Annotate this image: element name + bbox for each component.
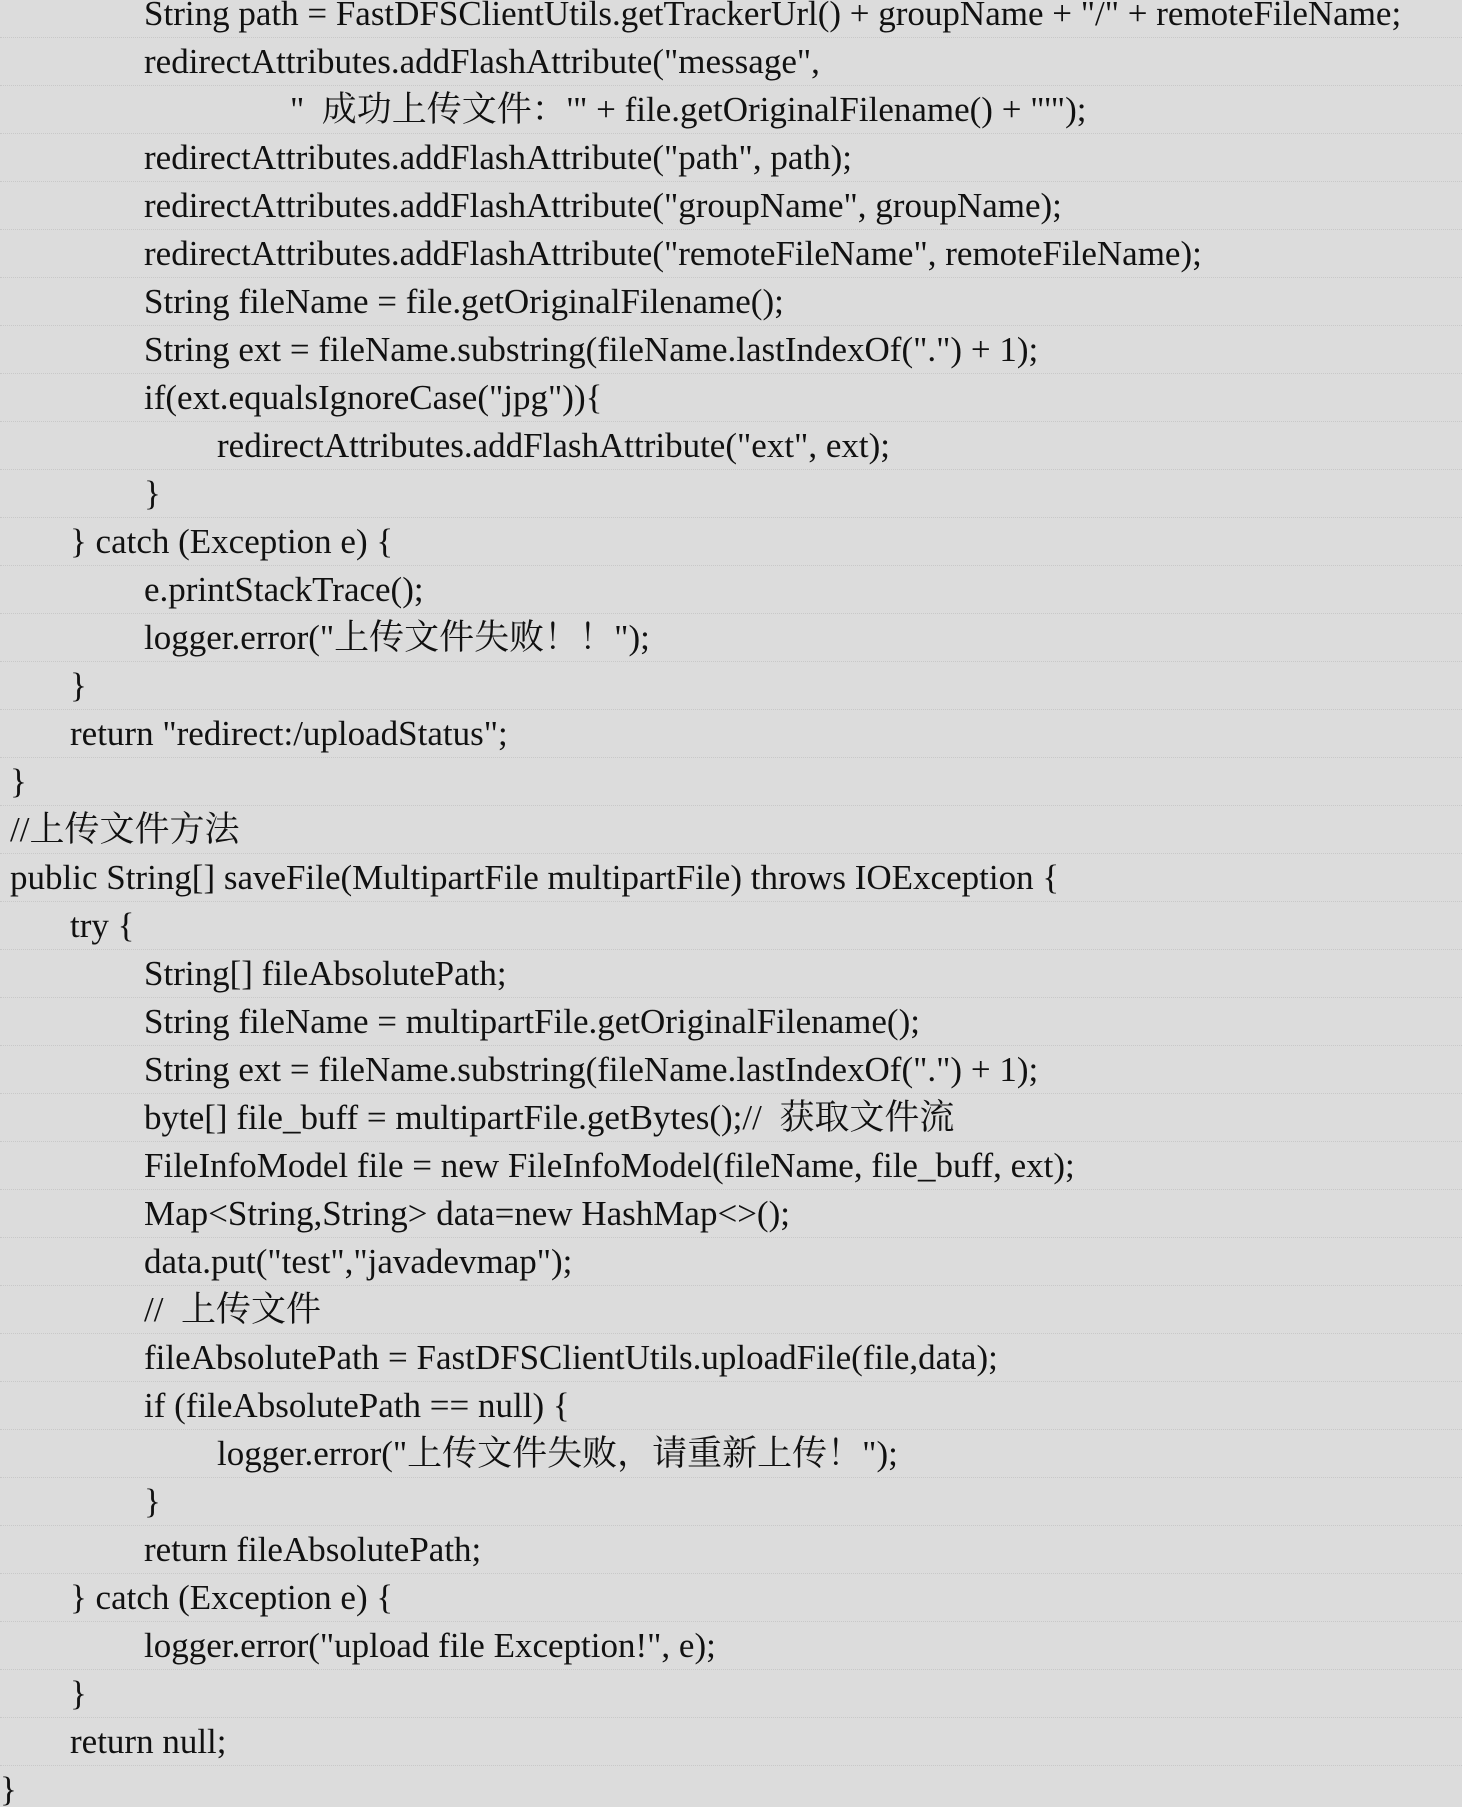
code-line xyxy=(0,1382,1462,1430)
code-line xyxy=(0,1046,1462,1094)
code-line-text: try { xyxy=(70,906,135,945)
code-line xyxy=(0,134,1462,182)
code-line-text: logger.error("upload file Exception!", e); xyxy=(144,1626,716,1665)
code-line xyxy=(0,1142,1462,1190)
code-line-text: redirectAttributes.addFlashAttribute("groupName", groupName); xyxy=(144,186,1062,225)
code-line-text: } xyxy=(0,1770,17,1807)
code-line-text: String fileName = file.getOriginalFilename(); xyxy=(144,282,784,321)
code-line xyxy=(0,1718,1462,1766)
code-line xyxy=(0,1766,1462,1807)
code-line xyxy=(0,374,1462,422)
code-line xyxy=(0,1478,1462,1526)
code-line-text: FileInfoModel file = new FileInfoModel(fileName, file_buff, ext); xyxy=(144,1146,1075,1185)
code-line-text: redirectAttributes.addFlashAttribute("remoteFileName", remoteFileName); xyxy=(144,234,1202,273)
code-line xyxy=(0,278,1462,326)
code-line-text: if (fileAbsolutePath == null) { xyxy=(144,1386,570,1425)
code-line xyxy=(0,758,1462,806)
code-line xyxy=(0,86,1462,134)
code-line-text: " 成功上传文件：'" + file.getOriginalFilename() + "'"); xyxy=(290,90,1087,129)
code-line-text: redirectAttributes.addFlashAttribute("path", path); xyxy=(144,138,852,177)
code-line-text: if(ext.equalsIgnoreCase("jpg")){ xyxy=(144,378,603,417)
code-line-text: return "redirect:/uploadStatus"; xyxy=(70,714,508,753)
code-line-text: String ext = fileName.substring(fileName.lastIndexOf(".") + 1); xyxy=(144,1050,1039,1089)
code-line xyxy=(0,518,1462,566)
code-line xyxy=(0,1286,1462,1334)
code-line xyxy=(0,1622,1462,1670)
code-line xyxy=(0,854,1462,902)
code-line-text: } xyxy=(10,762,27,801)
code-line xyxy=(0,806,1462,854)
code-line xyxy=(0,902,1462,950)
code-line-text: logger.error("上传文件失败！！"); xyxy=(144,618,650,657)
code-line xyxy=(0,614,1462,662)
code-line-text: } catch (Exception e) { xyxy=(70,1578,394,1617)
code-line-text: } xyxy=(144,474,161,513)
code-line-text: String[] fileAbsolutePath; xyxy=(144,954,507,993)
code-line xyxy=(0,1094,1462,1142)
code-line xyxy=(0,1238,1462,1286)
code-line-text: } xyxy=(144,1482,161,1521)
code-line xyxy=(0,998,1462,1046)
code-line-text: logger.error("上传文件失败，请重新上传！"); xyxy=(217,1434,898,1473)
code-line-text: redirectAttributes.addFlashAttribute("ext", ext); xyxy=(217,426,890,465)
code-line xyxy=(0,1334,1462,1382)
code-line xyxy=(0,1574,1462,1622)
code-line-text: } catch (Exception e) { xyxy=(70,522,394,561)
code-line xyxy=(0,1526,1462,1574)
code-line xyxy=(0,230,1462,278)
code-line-text: data.put("test","javadevmap"); xyxy=(144,1242,573,1281)
code-line-text: return null; xyxy=(70,1722,227,1761)
code-line xyxy=(0,38,1462,86)
code-line-text: String ext = fileName.substring(fileName.lastIndexOf(".") + 1); xyxy=(144,330,1039,369)
code-line xyxy=(0,182,1462,230)
code-line-text: e.printStackTrace(); xyxy=(144,570,424,609)
code-line-text: // 上传文件 xyxy=(144,1290,321,1329)
code-line xyxy=(0,1430,1462,1478)
code-line xyxy=(0,0,1462,38)
code-line-text: byte[] file_buff = multipartFile.getBytes();// 获取文件流 xyxy=(144,1098,955,1137)
code-line xyxy=(0,710,1462,758)
code-line-text: } xyxy=(70,1674,87,1713)
code-line-text: String path = FastDFSClientUtils.getTrackerUrl() + groupName + "/" + remoteFileName; xyxy=(144,0,1402,33)
code-line xyxy=(0,566,1462,614)
code-line-text: Map<String,String> data=new HashMap<>(); xyxy=(144,1194,790,1233)
code-line-text: fileAbsolutePath = FastDFSClientUtils.uploadFile(file,data); xyxy=(144,1338,998,1377)
code-line-text: //上传文件方法 xyxy=(10,810,240,849)
code-line-text: redirectAttributes.addFlashAttribute("message", xyxy=(144,42,820,81)
code-line-text: return fileAbsolutePath; xyxy=(144,1530,482,1569)
code-line xyxy=(0,1670,1462,1718)
code-line xyxy=(0,1190,1462,1238)
code-line xyxy=(0,470,1462,518)
code-line-text: String fileName = multipartFile.getOriginalFilename(); xyxy=(144,1002,920,1041)
code-line-text: } xyxy=(70,666,87,705)
code-line xyxy=(0,326,1462,374)
code-line-text: public String[] saveFile(MultipartFile multipartFile) throws IOException { xyxy=(10,858,1060,897)
code-line xyxy=(0,422,1462,470)
code-line xyxy=(0,662,1462,710)
code-line xyxy=(0,950,1462,998)
